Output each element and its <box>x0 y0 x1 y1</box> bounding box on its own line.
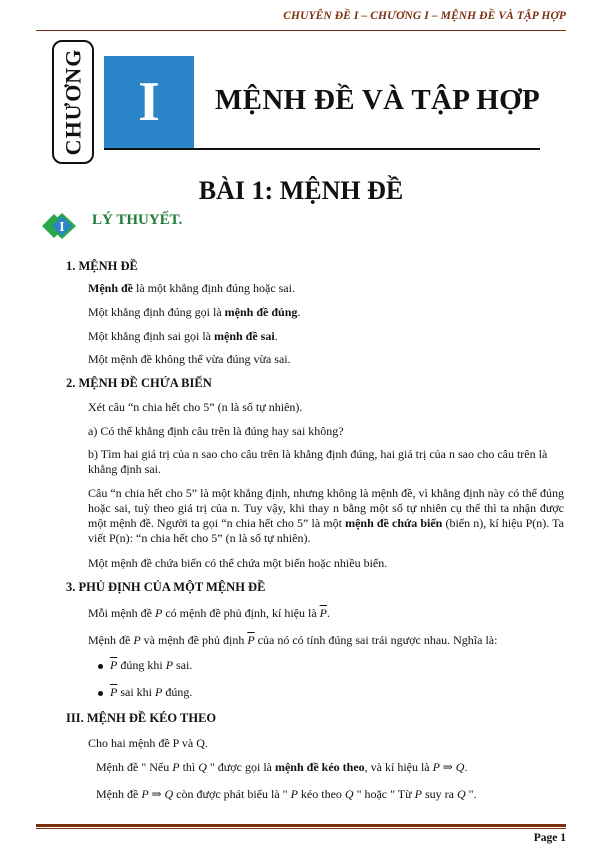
section-2-heading: 2. MỆNH ĐỀ CHỨA BIẾN <box>66 376 212 390</box>
s4-line-2: Mệnh đề " Nếu P thì Q " được gọi là mệnh đề kéo theo, và kí hiệu là P ⇒ Q. <box>96 760 468 774</box>
section-1-heading: 1. MỆNH ĐỀ <box>66 259 138 273</box>
s3-bullet-2: $\overline{P}$ sai khi P đúng. <box>110 685 193 699</box>
running-header: CHUYÊN ĐỀ I – CHƯƠNG I – MỆNH ĐỀ VÀ TẬP HỢP <box>283 10 566 22</box>
bullet <box>98 664 103 669</box>
s1-line-3: Một khẳng định sai gọi là mệnh đề sai. <box>88 329 278 343</box>
s2-line-3: b) Tìm hai giá trị của n sao cho câu trên là khẳng định đúng, hai giá trị của n sao cho câu trên là khẳng định sai. <box>88 447 548 476</box>
s1-line-2: Một khẳng định đúng gọi là mệnh đề đúng. <box>88 305 301 319</box>
s3-bullet-1: $\overline{P}$ đúng khi P sai. <box>110 658 193 672</box>
chapter-label: CHƯƠNG <box>60 48 85 156</box>
footer-rule-thin <box>36 828 566 829</box>
page-number: Page 1 <box>533 832 566 844</box>
s2-paragraph: Câu “n chia hết cho 5” là một khẳng định, nhưng không là mệnh đề, vì khẳng định này có thể đúng hoặc sai, tuỳ theo giá trị của n. Tuy vậy, khi thay n bằng một số tự nhiên cụ thể thì ta nhận được một mệnh đề. Người ta gọi “n chia hết cho 5” là một mệnh đề chứa biến (biến n), kí hiệu P(n). Ta viết P(n): “n chia hết cho 5” (n là số tự nhiên). <box>88 486 565 545</box>
s3-line-1: Mỗi mệnh đề P có mệnh đề phủ định, kí hiệu là $\overline{P}$. <box>88 606 330 620</box>
s3-line-2: Mệnh đề P và mệnh đề phủ định $\overline{P}$ của nó có tính đúng sai trái ngược nhau. Nghĩa là: <box>88 633 498 647</box>
s4-line-1: Cho hai mệnh đề P và Q. <box>88 736 208 750</box>
s2-line-5: Một mệnh đề chứa biến có thể chứa một biến hoặc nhiều biến. <box>88 556 388 570</box>
section-3-heading: 3. PHỦ ĐỊNH CỦA MỘT MỆNH ĐỀ <box>66 580 266 594</box>
s4-line-3: Mệnh đề P ⇒ Q còn được phát biểu là " P kéo theo Q " hoặc " Từ P suy ra Q ". <box>96 787 477 801</box>
chapter-title: MỆNH ĐỀ VÀ TẬP HỢP <box>215 84 540 116</box>
s2-line-2: a) Có thể khẳng định câu trên là đúng hay sai không? <box>88 424 344 438</box>
footer-rule <box>36 824 566 827</box>
s1-line-4: Một mệnh đề không thể vừa đúng vừa sai. <box>88 352 291 366</box>
lesson-title: BÀI 1: MỆNH ĐỀ <box>198 176 404 205</box>
header-rule <box>36 30 566 31</box>
chapter-number-box <box>104 56 194 148</box>
s2-line-1: Xét câu “n chia hết cho 5” (n là số tự nhiên). <box>88 400 303 414</box>
s1-line-1: Mệnh đề là một khẳng định đúng hoặc sai. <box>88 281 295 295</box>
theory-label: LÝ THUYẾT. <box>92 212 183 228</box>
theory-badge-number: I <box>59 220 65 235</box>
chapter-number: I <box>138 71 160 133</box>
bullet <box>98 691 103 696</box>
section-4-heading: III. MỆNH ĐỀ KÉO THEO <box>66 711 217 725</box>
chapter-rule <box>104 148 540 150</box>
theory-badge-icon <box>38 210 84 242</box>
